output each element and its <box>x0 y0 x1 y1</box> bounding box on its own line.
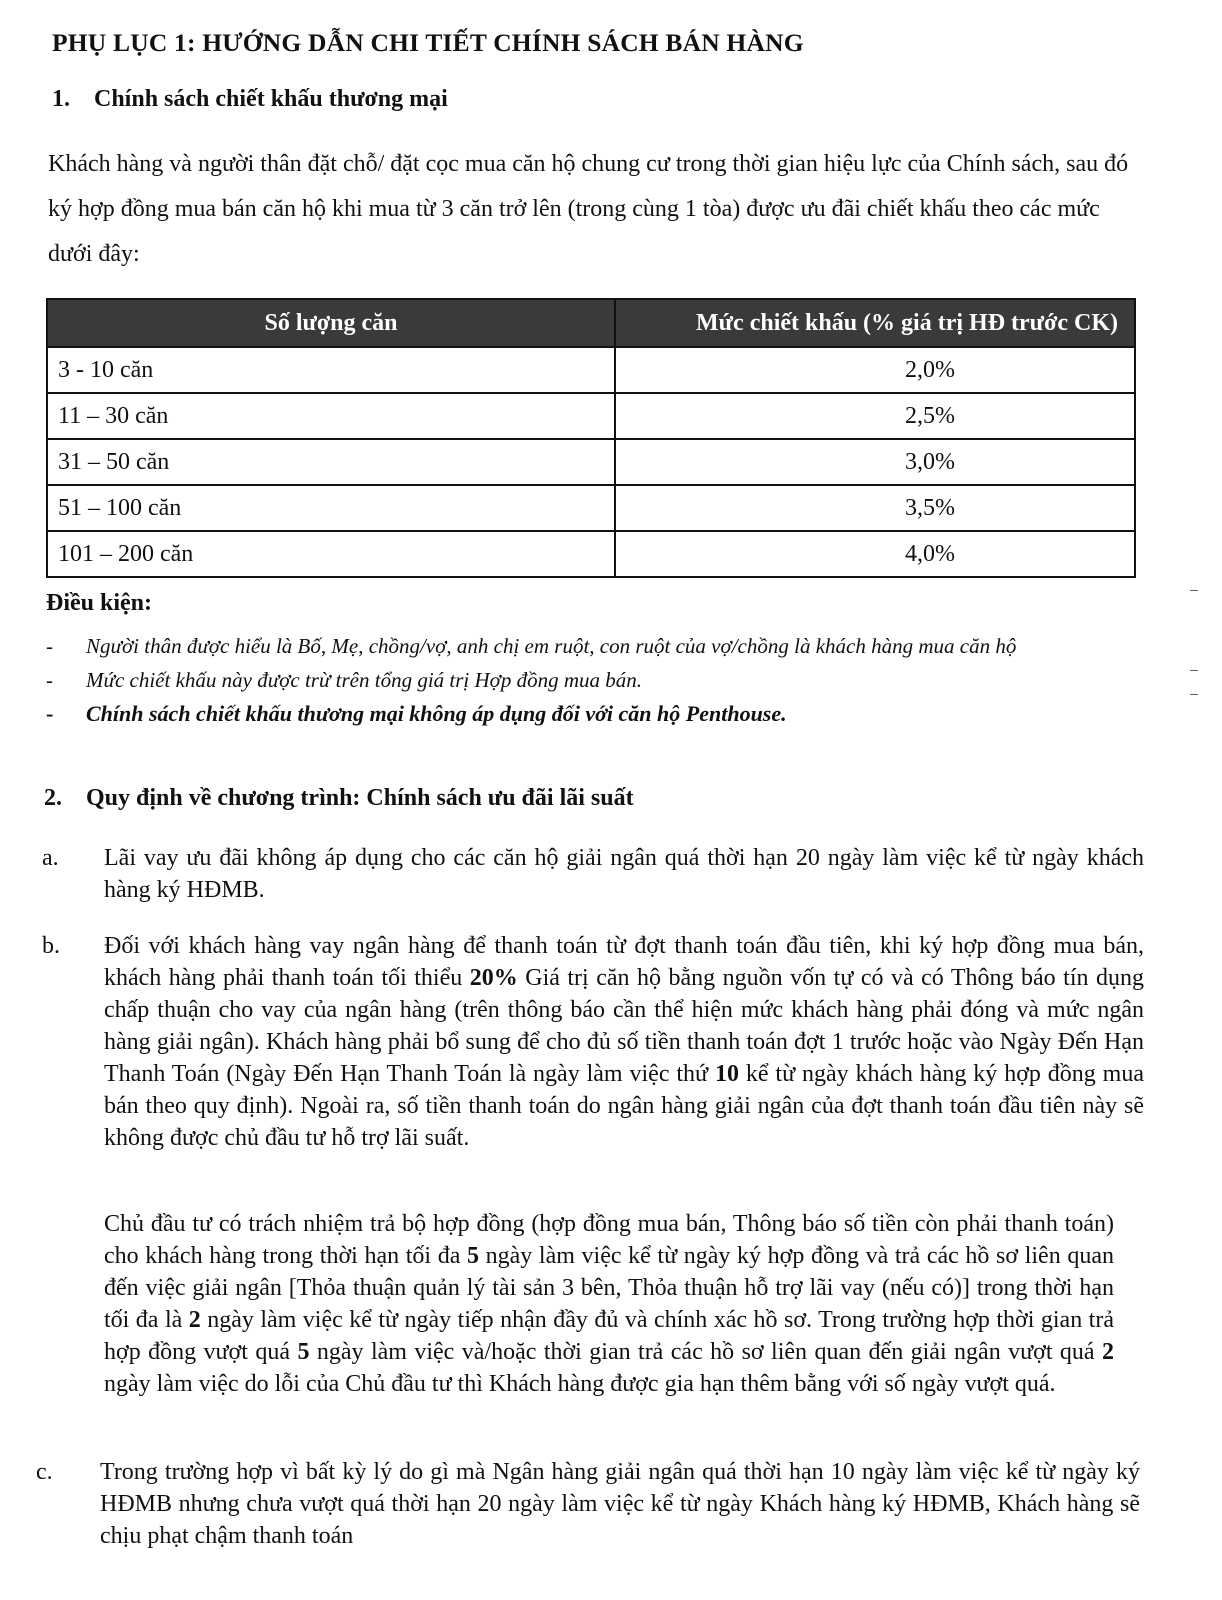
section-2-title: Quy định về chương trình: Chính sách ưu đãi lãi suất <box>86 785 634 811</box>
condition-item <box>46 668 1136 692</box>
margin-mark <box>1190 590 1198 591</box>
section-2-heading <box>44 785 634 812</box>
developer-responsibility-paragraph: Chủ đầu tư có trách nhiệm trả bộ hợp đồng (hợp đồng mua bán, Thông báo số tiền còn phải thanh toán) cho khách hàng trong thời hạn tối đa 5 ngày làm việc kể từ ngày ký hợp đồng và trả các hồ sơ liên quan đến việc giải ngân [Thỏa thuận quản lý tài sản 3 bên, Thỏa thuận hỗ trợ lãi vay (nếu có)] trong thời hạn tối đa là 2 ngày làm việc kể từ ngày tiếp nhận đầy đủ và chính xác hồ sơ. Trong trường hợp thời gian trả hợp đồng vượt quá 5 ngày làm việc và/hoặc thời gian trả các hồ sơ liên quan đến giải ngân vượt quá 2 ngày làm việc do lỗi của Chủ đầu tư thì Khách hàng được gia hạn thêm bằng với số ngày vượt quá. <box>104 1211 1114 1397</box>
margin-mark <box>1190 670 1198 671</box>
conditions-label: Điều kiện: <box>46 590 153 616</box>
bullet-dash: - <box>46 701 54 726</box>
item-text: Lãi vay ưu đãi không áp dụng cho các căn hộ giải ngân quá thời hạn 20 ngày làm việc kể từ ngày khách hàng ký HĐMB. <box>104 845 1144 903</box>
discount-table <box>46 298 1136 578</box>
bullet-dash: - <box>46 668 53 692</box>
cell-discount: 3,0% <box>615 439 1135 485</box>
item-label: a. <box>42 845 59 871</box>
condition-text: Mức chiết khấu này được trừ trên tổng giá trị Hợp đồng mua bán. <box>86 668 643 692</box>
column-header-quantity: Số lượng căn <box>47 299 615 347</box>
cell-quantity: 51 – 100 căn <box>47 485 615 531</box>
condition-item <box>46 634 1136 658</box>
table-row <box>47 347 1135 393</box>
column-header-discount: Mức chiết khấu (% giá trị HĐ trước CK) <box>615 299 1135 347</box>
margin-mark <box>1190 694 1198 695</box>
condition-text: Chính sách chiết khấu thương mại không áp dụng đối với căn hộ Penthouse. <box>86 701 787 726</box>
table-row <box>47 393 1135 439</box>
cell-quantity: 31 – 50 căn <box>47 439 615 485</box>
item-text: Đối với khách hàng vay ngân hàng để thanh toán từ đợt thanh toán đầu tiên, khi ký hợp đồng mua bán, khách hàng phải thanh toán tối thiểu 20% Giá trị căn hộ bằng nguồn vốn tự có và có Thông báo tín dụng chấp thuận cho vay của ngân hàng (trên thông báo cần thể hiện mức khách hàng phải đóng và mức ngân hàng giải ngân). Khách hàng phải bổ sung để cho đủ số tiền thanh toán đợt 1 trước hoặc vào Ngày Đến Hạn Thanh Toán (Ngày Đến Hạn Thanh Toán là ngày làm việc thứ 10 kể từ ngày khách hàng ký hợp đồng mua bán theo quy định). Ngoài ra, số tiền thanh toán do ngân hàng giải ngân của đợt thanh toán đầu tiên này sẽ không được chủ đầu tư hỗ trợ lãi suất. <box>104 933 1144 1151</box>
cell-quantity: 3 - 10 căn <box>47 347 615 393</box>
section-1-intro: Khách hàng và người thân đặt chỗ/ đặt cọc mua căn hộ chung cư trong thời gian hiệu lực của Chính sách, sau đó ký hợp đồng mua bán căn hộ khi mua từ 3 căn trở lên (trong cùng 1 tòa) được ưu đãi chiết khấu theo các mức dưới đây: <box>48 151 1129 267</box>
page-title: PHỤ LỤC 1: HƯỚNG DẪN CHI TIẾT CHÍNH SÁCH BÁN HÀNG <box>52 28 804 57</box>
table-row <box>47 485 1135 531</box>
cell-quantity: 11 – 30 căn <box>47 393 615 439</box>
section-1-heading <box>52 86 448 113</box>
section-2-number: 2. <box>44 785 62 811</box>
table-row <box>47 531 1135 577</box>
section-1-number: 1. <box>52 86 70 112</box>
item-label: c. <box>36 1459 53 1485</box>
item-text: Trong trường hợp vì bất kỳ lý do gì mà Ngân hàng giải ngân quá thời hạn 10 ngày làm việc kể từ ngày ký HĐMB nhưng chưa vượt quá thời hạn 20 ngày làm việc kể từ ngày Khách hàng ký HĐMB, Khách hàng sẽ chịu phạt chậm thanh toán <box>100 1459 1140 1549</box>
bullet-dash: - <box>46 634 53 658</box>
cell-discount: 2,5% <box>615 393 1135 439</box>
condition-text: Người thân được hiểu là Bố, Mẹ, chồng/vợ, anh chị em ruột, con ruột của vợ/chồng là khách hàng mua căn hộ <box>86 634 1017 658</box>
table-row <box>47 439 1135 485</box>
conditions-list <box>46 634 1136 736</box>
cell-discount: 3,5% <box>615 485 1135 531</box>
cell-quantity: 101 – 200 căn <box>47 531 615 577</box>
item-label: b. <box>42 933 60 959</box>
table-header-row <box>47 299 1135 347</box>
section-1-title: Chính sách chiết khấu thương mại <box>94 86 448 112</box>
cell-discount: 4,0% <box>615 531 1135 577</box>
cell-discount: 2,0% <box>615 347 1135 393</box>
condition-item <box>46 702 1136 726</box>
